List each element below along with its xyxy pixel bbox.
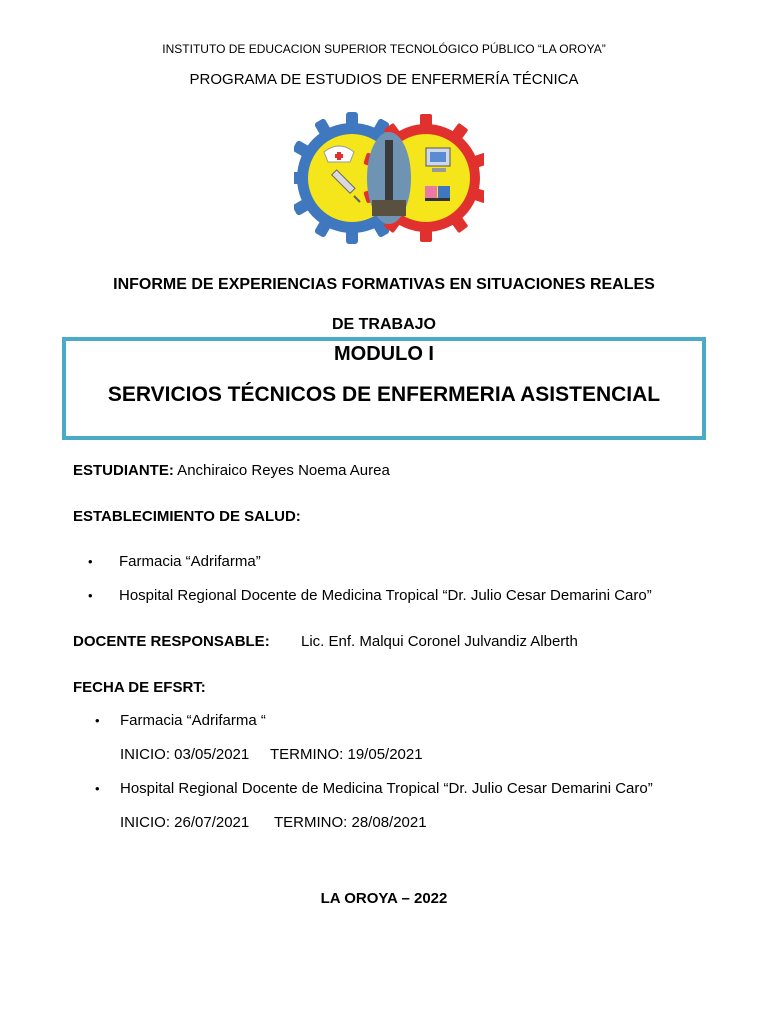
establishment-item-2: Hospital Regional Docente de Medicina Tropical “Dr. Julio Cesar Demarini Caro” [119,587,652,604]
establishment-item [88,553,93,570]
establishment-label: ESTABLECIMIENTO DE SALUD: [73,508,301,525]
report-title-line-1: INFORME DE EXPERIENCIAS FORMATIVAS EN SITUACIONES REALES [113,276,655,293]
institute-gear-logo [294,110,484,245]
dates-place-2: Hospital Regional Docente de Medicina Tropical “Dr. Julio Cesar Demarini Caro” [120,780,653,797]
bullet-icon: • [95,781,100,796]
establishment-item-1: Farmacia “Adrifarma” [119,553,261,570]
footer-place-year: LA OROYA – 2022 [320,890,448,907]
logo-graphic [294,110,484,245]
dates-label: FECHA DE EFSRT: [73,679,206,696]
nurse-cap-icon [324,146,354,162]
bullet-icon: • [95,713,100,728]
student-label: ESTUDIANTE: [73,462,174,479]
institute-name: INSTITUTO DE EDUCACION SUPERIOR TECNOLÓGICO PÚBLICO “LA OROYA” [162,42,606,56]
bullet-icon: • [88,554,93,569]
dates-item [95,712,100,729]
teacher-label: DOCENTE RESPONSABLE: [73,633,270,650]
module-name: SERVICIOS TÉCNICOS DE ENFERMERIA ASISTENCIAL [107,383,661,406]
dates-start-2: INICIO: 26/07/2021 [120,814,250,831]
dates-item [95,780,100,797]
module-label: MODULO I [334,343,434,365]
student-line [73,462,390,479]
establishment-item [88,587,93,604]
student-name: Anchiraico Reyes Noema Aurea [173,462,390,479]
program-name: PROGRAMA DE ESTUDIOS DE ENFERMERÍA TÉCNICA [189,71,579,88]
dates-end-1: TERMINO: 19/05/2021 [270,746,423,763]
dates-place-1: Farmacia “Adrifarma “ [120,712,266,729]
report-title-line-2: DE TRABAJO [331,316,436,333]
teacher-name: Lic. Enf. Malqui Coronel Julvandiz Alberth [301,633,578,650]
dates-start-1: INICIO: 03/05/2021 [120,746,250,763]
dates-end-2: TERMINO: 28/08/2021 [274,814,427,831]
bullet-icon: • [88,588,93,603]
